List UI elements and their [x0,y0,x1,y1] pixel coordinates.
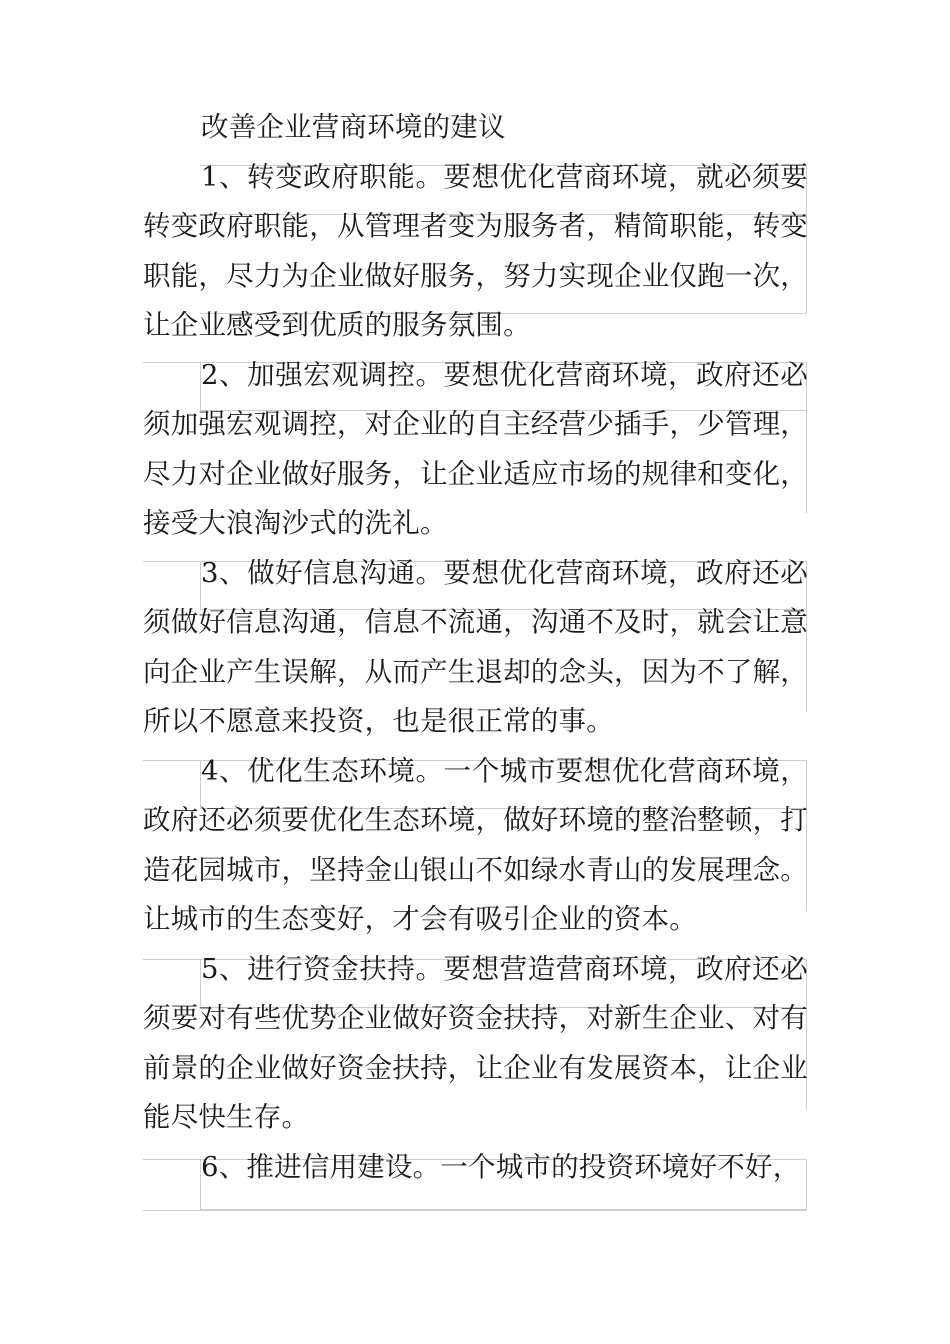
paragraph-3: 3、做好信息沟通。要想优化营商环境，政府还必须做好信息沟通，信息不流通，沟通不及时，就会让意向企业产生误解，从而产生退却的念头，因为不了解，所以不愿意来投资，也是很正常的事。 [143,556,808,737]
paragraph-1: 1、转变政府职能。要想优化营商环境，就必须要转变政府职能，从管理者变为服务者，精简职能，转变职能，尽力为企业做好服务，努力实现企业仅跑一次，让企业感受到优质的服务氛围。 [143,160,808,341]
paragraph-4: 4、优化生态环境。一个城市要想优化营商环境，政府还必须要优化生态环境，做好环境的整治整顿，打造花园城市，坚持金山银山不如绿水青山的发展理念。让城市的生态变好，才会有吸引企业的资本。 [143,754,808,935]
paragraph-2: 2、加强宏观调控。要想优化营商环境，政府还必须加强宏观调控，对企业的自主经营少插手，少管理，尽力对企业做好服务，让企业适应市场的规律和变化，接受大浪淘沙式的洗礼。 [143,358,808,539]
paragraph-6: 6、推进信用建设。一个城市的投资环境好不好， [201,1150,801,1183]
document-body [143,103,808,1192]
paragraph-5: 5、进行资金扶持。要想营造营商环境，政府还必须要对有些优势企业做好资金扶持，对新生企业、对有前景的企业做好资金扶持，让企业有发展资本，让企业能尽快生存。 [143,952,808,1133]
document-title: 改善企业营商环境的建议 [201,111,506,143]
